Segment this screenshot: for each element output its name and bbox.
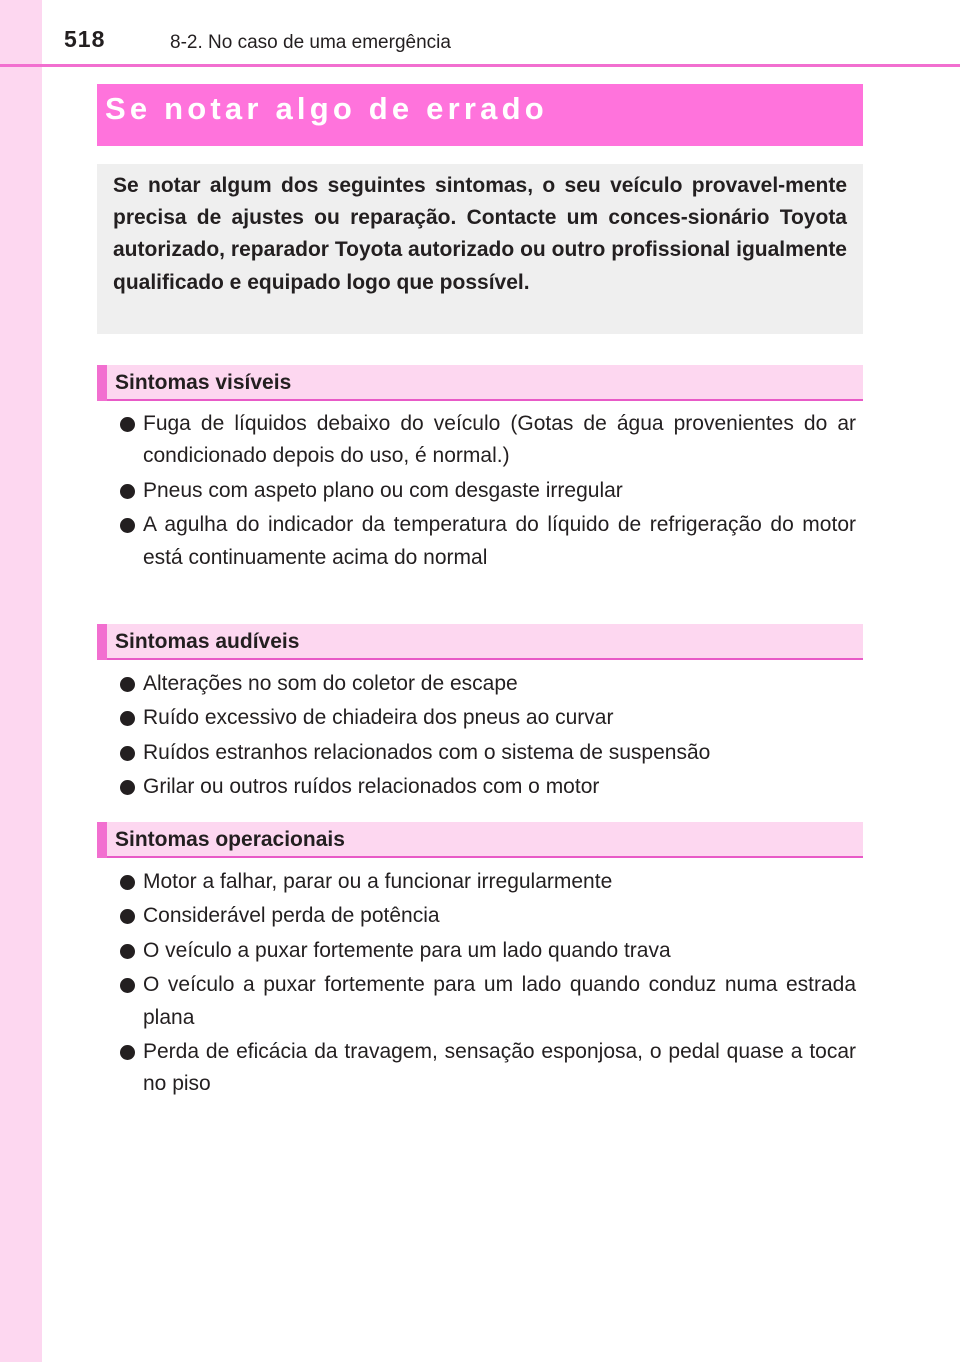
section-heading-operational [97,822,863,858]
section-accent [97,624,107,660]
chapter-heading: 8-2. No caso de uma emergência [170,32,451,53]
bullet-icon [120,978,135,993]
list-item [120,702,856,734]
list-item [120,1036,856,1101]
page-title: Se notar algo de errado [105,91,548,126]
section-accent [97,365,107,401]
list-item-text: O veículo a puxar fortemente para um lado quando conduz numa estrada plana [143,973,856,1029]
bullet-icon [120,417,135,432]
section-accent [97,822,107,858]
list-item-text: Fuga de líquidos debaixo do veículo (Gotas de água provenientes do ar condicionado depois do uso, é normal.) [143,412,856,468]
list-item [120,668,856,700]
section-heading-audible [97,624,863,660]
list-item [120,408,856,473]
list-item-text: A agulha do indicador da temperatura do líquido de refrigeração do motor está continuamente acima do normal [143,513,856,569]
bullet-icon [120,1045,135,1060]
header-rule [0,64,960,67]
bullet-icon [120,875,135,890]
intro-box [97,164,863,334]
list-item [120,969,856,1034]
side-margin-strip [0,0,42,1362]
list-item-text: O veículo a puxar fortemente para um lado quando trava [143,938,671,962]
bullet-icon [120,518,135,533]
bullet-icon [120,780,135,795]
list-item [120,935,856,967]
list-item-text: Considerável perda de potência [143,904,440,928]
list-item-text: Ruído excessivo de chiadeira dos pneus ao curvar [143,706,614,730]
list-item [120,509,856,574]
list-item [120,900,856,932]
section-heading-visible [97,365,863,401]
section-heading-label: Sintomas visíveis [115,371,292,394]
bullet-icon [120,944,135,959]
list-item-text: Pneus com aspeto plano ou com desgaste irregular [143,478,623,502]
list-item-text: Ruídos estranhos relacionados com o sistema de suspensão [143,740,711,764]
page-number: 518 [64,26,106,52]
title-bar [97,84,863,146]
section-heading-label: Sintomas operacionais [115,828,345,851]
list-item-text: Motor a falhar, parar ou a funcionar irregularmente [143,870,613,893]
bullet-icon [120,746,135,761]
list-item-text: Alterações no som do coletor de escape [143,672,518,695]
bullet-icon [120,484,135,499]
bullet-list-operational [120,866,856,1103]
list-item [120,475,856,507]
section-heading-label: Sintomas audíveis [115,630,300,653]
list-item [120,737,856,769]
bullet-icon [120,677,135,692]
bullet-icon [120,711,135,726]
list-item-text: Grilar ou outros ruídos relacionados com o motor [143,775,600,799]
list-item [120,771,856,803]
bullet-icon [120,909,135,924]
intro-text: Se notar algum dos seguintes sintomas, o seu veículo provavel-mente precisa de ajustes ou reparação. Contacte um conces-sionário Toyota autorizado, reparador Toyota autorizado ou outro profissional igualmente qualificado e equipado logo que possível. [113,174,847,294]
list-item-text: Perda de eficácia da travagem, sensação esponjosa, o pedal quase a tocar no piso [143,1040,856,1096]
bullet-list-audible [120,668,856,806]
bullet-list-visible [120,408,856,576]
list-item [120,866,856,898]
